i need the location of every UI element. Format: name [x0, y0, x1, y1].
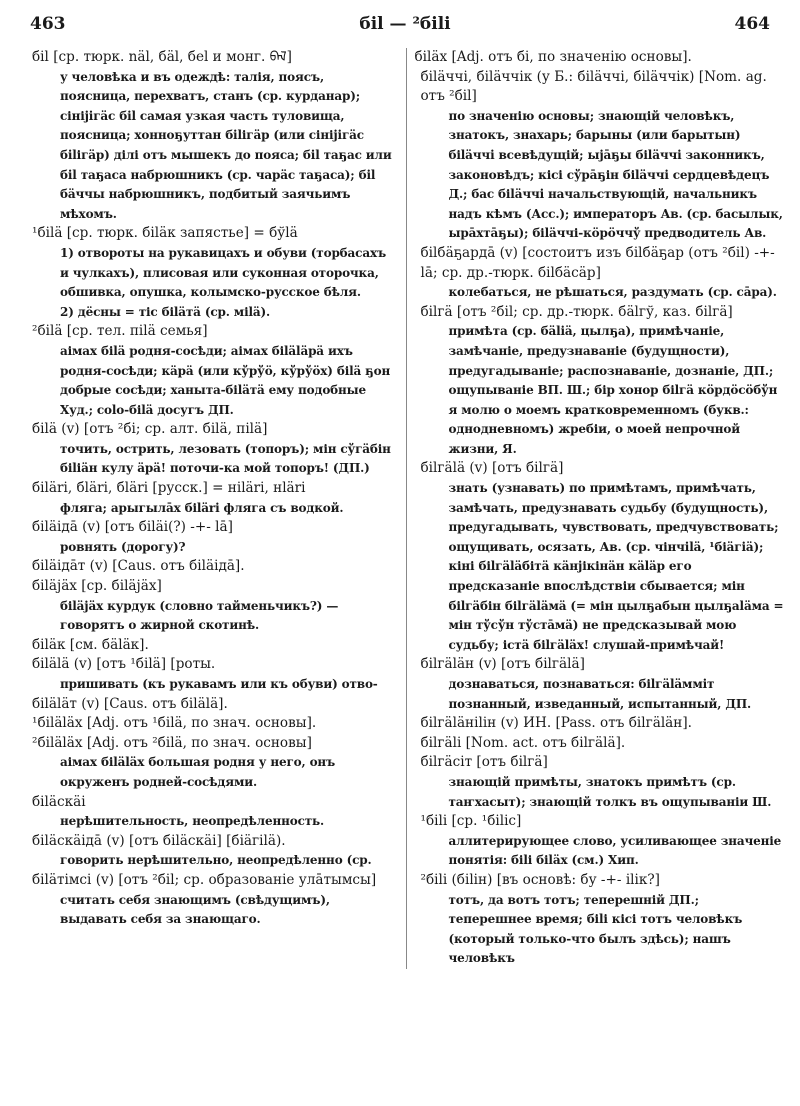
entry-headword: біlä (v) [отъ ²бі; ср. алт. біlä, пilä]: [32, 421, 268, 438]
entry-headword: ²біlä [ср. тел. пilä семья]: [32, 323, 208, 340]
dictionary-entry: [415, 714, 785, 734]
dictionary-entry: [26, 48, 396, 224]
dictionary-entry: [26, 224, 396, 322]
dictionary-entry: [26, 636, 396, 656]
entry-definition: тотъ, да вотъ тотъ; теперешній ДП.; теперешнее время; біlі кісі тотъ человѣкъ (который только-что былъ здѣсь); нашъ человѣкъ: [448, 892, 743, 966]
dictionary-entry: [26, 832, 396, 871]
entry-headword: біlгä [отъ ²бil; ср. др.-тюрк. бälгў, каз. біlгä]: [420, 303, 733, 320]
dictionary-entry: [26, 695, 396, 715]
dictionary-entry: [415, 459, 785, 655]
dictionary-entry: [26, 557, 396, 577]
entry-definition: считать себя знающимъ (свѣдущимъ), выдавать себя за знающаго.: [60, 892, 330, 927]
entry-headword: ²біläläх [Adj. отъ ²біlä, по знач. основы]: [32, 734, 312, 751]
entry-headword: біläк [см. бäläк].: [32, 636, 149, 653]
entry-headword: біläjäх [ср. біläjäх]: [32, 578, 162, 595]
entry-definition: говорить нерѣшительно, неопредѣленно (ср.: [60, 853, 372, 868]
dictionary-entry: [415, 812, 785, 871]
dictionary-entry: [26, 420, 396, 479]
entry-headword: біläх [Adj. отъ бі, по значенію основы].: [414, 49, 692, 65]
entry-definition: по значенію основы; знающій человѣкъ, знатокъ, знахарь; барыны (или барытын) біläччi всевѣдущій; ыjāҕы біläччi законникъ, законовѣдъ; кісі сўрāҕін біläччi сердцевѣдецъ Д.; бас біläччi начальствующій, начальникъ надъ кѣмъ (Асс.); императоръ Ав. (ср. басылык, ырāхтāҕы); біläччі-кöрöччў предводитель Ав.: [448, 108, 783, 241]
running-header: [26, 14, 784, 48]
running-title: бil — ²біlі: [359, 14, 451, 34]
entry-definition: аімах біlä родня-сосѣди; аімах біläläрä ихъ родня-сосѣди; кäрä (или кўрўö, кўрўöх) біlä ҕон добрые сосѣди; ханыта-біläтä ему подобные Худ.; соlо-біlä досугъ ДП.: [60, 343, 391, 417]
entry-definition: колебаться, не рѣшаться, раздумать (ср. сāра).: [448, 285, 777, 300]
dictionary-entry: [26, 871, 396, 930]
entry-definition: пришивать (къ рукавамъ или къ обуви) отво-: [60, 677, 378, 691]
dictionary-entry: [415, 244, 785, 303]
entry-headword: біläri, бläri, бläri [русск.] = нiläri, нläri: [32, 480, 306, 497]
dictionary-entry: [415, 655, 785, 714]
entry-definition: знающій примѣты, знатокъ примѣтъ (ср. таҥхасыт); знающій толкъ въ ощупываніи Ш.: [448, 774, 772, 809]
entry-definition: дознаваться, познаваться: біlгäläммiт познанный, изведанный, испытанный, ДП.: [448, 677, 752, 711]
entry-headword: біläтімсi (v) [отъ ²бil; ср. образованіе улāтымсы]: [32, 871, 377, 888]
entry-definition: нерѣшительность, неопредѣленность.: [60, 814, 325, 829]
entry-headword: біlälä (v) [отъ ¹біlä] [роты.: [32, 656, 216, 673]
dictionary-entry: [26, 714, 396, 734]
entry-headword: бil [ср. тюрк. näl, бäl, бel и монг. ᠪᠡᠯ]: [32, 49, 292, 65]
dictionary-entry: [415, 48, 785, 68]
entry-headword: біlгälі [Nom. act. отъ біlгälä].: [420, 734, 626, 751]
dictionary-entry: [26, 518, 396, 557]
entry-headword: ²біlі (біlін) [въ основѣ: бу -+- ilік?]: [420, 871, 660, 888]
left-column: [26, 48, 396, 969]
dictionary-entry: [415, 303, 785, 460]
entry-definition: у человѣка и въ одеждѣ: талія, поясъ, поясница, перехватъ, станъ (ср. курданар); сініjiгäс бil самая узкая часть туловища, поясница; хонноҕуттан бilігäр (или сініjiгäс бilігäр) ділі отъ мышекъ до пояса; бil таҕас или бil таҕаса набрюшникъ (ср. чарäс таҕаса); бil бäччы набрюшникъ, подбитый заячьимъ мѣхомъ.: [60, 69, 392, 221]
entry-headword: ¹біlі [ср. ¹біlіс]: [420, 813, 522, 830]
right-column: [406, 48, 785, 969]
entry-definition: примѣта (ср. бäliä, цылҕа), примѣчаніе, замѣчаніе, предузнаваніе (будущности), предугадываніе; распознаваніе, дознаніе, ДП.; ощупываніе ВП. Ш.; бір хонор біlгä кöрдöсöбўн я молю о моемъ кратковременномъ (букв.: однодневномъ) жребіи, о моей непрочной жизни, Я.: [448, 324, 778, 456]
entry-headword: ¹біläläх [Adj. отъ ¹біlä, по знач. основы].: [32, 715, 317, 732]
entry-headword: біläläт (v) [Caus. отъ біlälä].: [32, 695, 228, 712]
dictionary-entry: [26, 734, 396, 793]
dictionary-entry: [415, 68, 785, 244]
entry-definition: знать (узнавать) по примѣтамъ, примѣчать, замѣчать, предузнавать судьбу (будущность), предугадывать, чувствовать, предчувствовать; ощущивать, осязать, Ав. (ср. чінчilä, ¹біäгiä); кіні біlгäläбітä кäнjікінäн кäläр его предсказаніе впослѣдствіи сбывается; мін біlгäбін біlгäläмä (= мін цылҕабын цылҕаläма = мін тўсўн тўстāмä) не предсказывай мою судьбу; істä біlгäläх! слушай-примѣчай!: [448, 481, 784, 652]
entry-headword: біlбäҕардā (v) [состоитъ изъ біlбäҕар (отъ ²бil) -+- lā; ср. др.-тюрк. біlбäсäр]: [420, 244, 775, 281]
entry-headword: біlгälä (v) [отъ біlгä]: [420, 460, 564, 477]
entry-definition: 2) дёсны = тіс біläтä (ср. міlä).: [60, 304, 271, 319]
entry-definition: аллитерирующее слово, усиливающее значеніе понятія: біlі біläх (см.) Хип.: [448, 833, 782, 868]
dictionary-entry: [415, 871, 785, 969]
dictionary-entry: [26, 577, 396, 636]
dictionary-entry: [26, 322, 396, 420]
entry-definition: 1) отвороты на рукавицахъ и обуви (торбасахъ и чулкахъ), плисовая или суконная оторочка, обшивка, опушка, колымско-русское бѣля.: [60, 245, 387, 300]
entry-headword: біläiдā (v) [отъ біläi(?) -+- lā]: [32, 519, 233, 536]
left-page-number: 463: [30, 14, 66, 34]
entry-definition: біläjäх курдук (словно тайменьчикъ?) — говорятъ о жирной скотинѣ.: [60, 598, 339, 633]
entry-headword: біläскäiдā (v) [отъ біläскäi] [біäгilä).: [32, 832, 286, 849]
entry-definition: ровнять (дорогу)?: [60, 539, 186, 554]
entry-headword: біlгäläніlін (v) ИН. [Pass. отъ біlгäläн].: [420, 715, 692, 732]
entry-headword: біlгäläн (v) [отъ біlгälä]: [420, 656, 585, 673]
dictionary-entry: [26, 793, 396, 832]
entry-headword: біläскäi: [32, 793, 86, 810]
dictionary-entry: [26, 655, 396, 694]
dictionary-entry: [26, 479, 396, 518]
entry-headword: біläiдāт (v) [Caus. отъ біläiдā].: [32, 558, 245, 575]
entry-definition: фляга; арыгылāх біläri фляга съ водкой.: [60, 500, 344, 515]
entry-definition: аімах біläläх большая родня у него, онъ окруженъ родней-сосѣдями.: [60, 755, 336, 789]
right-page-number: 464: [734, 14, 770, 34]
dictionary-entry: [415, 734, 785, 754]
entry-headword: біläччi, біläччік (у Б.: біläччi, біläччік) [Nom. ag. отъ ²бil]: [420, 68, 767, 105]
entry-headword: ¹біlä [ср. тюрк. біläк запястье] = бўlä: [32, 225, 298, 242]
entry-definition: точить, острить, лезовать (топоръ); мін сўгäбін біlіäн кулу äрä! поточи-ка мой топоръ! (ДП.): [60, 441, 391, 476]
dictionary-entry: [415, 753, 785, 812]
columns: [26, 48, 784, 969]
entry-headword: біlгäсіт [отъ біlгä]: [420, 754, 548, 771]
